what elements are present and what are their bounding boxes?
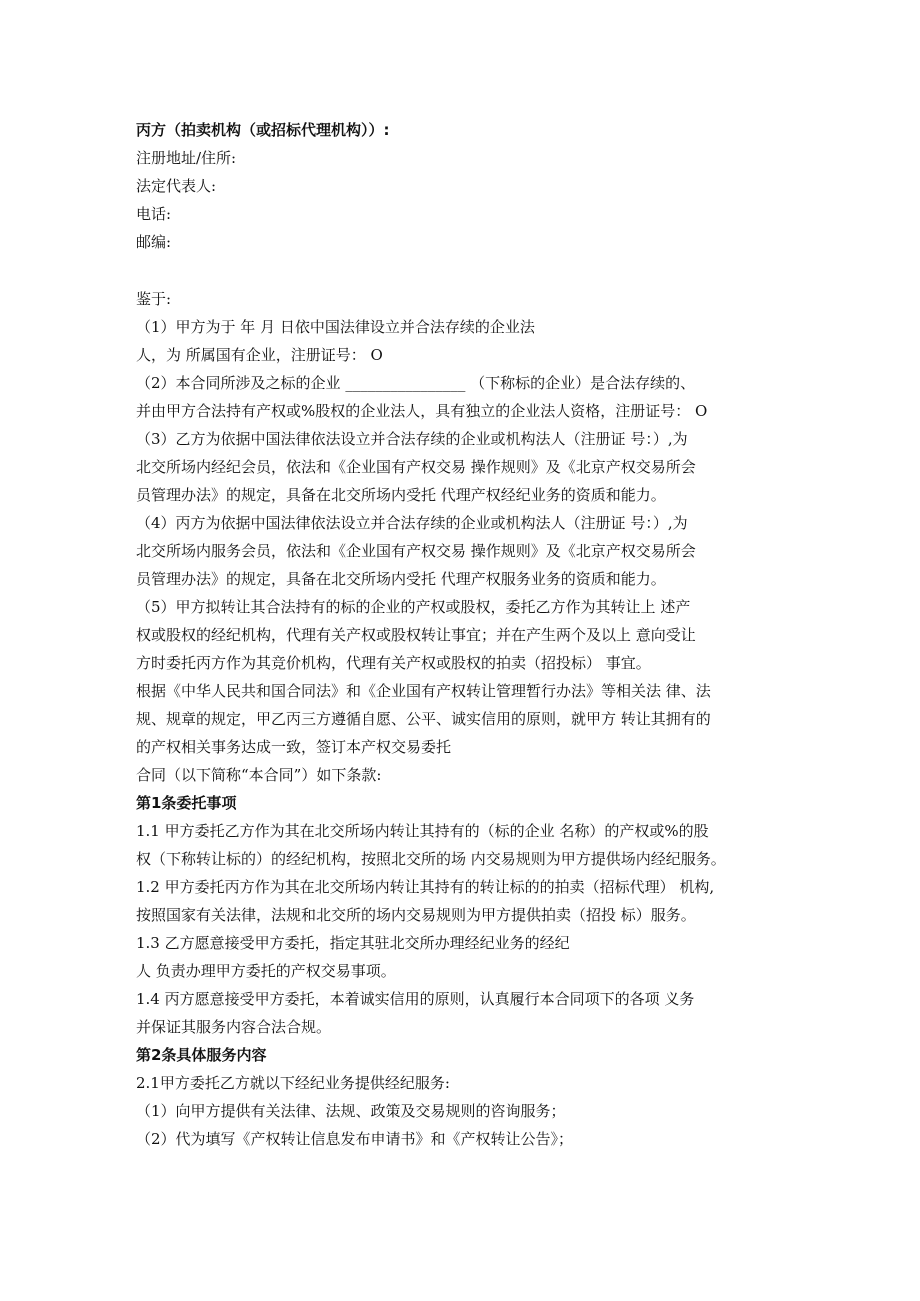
recitals-intro: 鉴于:: [136, 290, 172, 308]
recital-line: 并由甲方合法持有产权或%股权的企业法人，具有独立的企业法人资格，注册证号： O: [136, 402, 708, 420]
recital-line: 合同（以下简称“本合同”）如下条款:: [136, 766, 382, 784]
party-c-rep: 法定代表人:: [136, 177, 217, 195]
article2-title: 第2条具体服务内容: [136, 1046, 267, 1064]
recital-line: 北交所场内经纪会员，依法和《企业国有产权交易 操作规则》及《北京产权交易所会: [136, 458, 696, 476]
article1-title: 第1条委托事项: [136, 794, 237, 812]
party-c-address: 注册地址/住所:: [136, 149, 237, 167]
article1-line: 并保证其服务内容合法合规。: [136, 1018, 332, 1036]
recital-line: 权或股权的经纪机构，代理有关产权或股权转让事宜；并在产生两个及以上 意向受让: [136, 626, 696, 644]
article1-line: 1.1 甲方委托乙方作为其在北交所场内转让其持有的（标的企业 名称）的产权或%的股: [136, 822, 709, 840]
article2-line: （2）代为填写《产权转让信息发布申请书》和《产权转让公告》；: [136, 1130, 574, 1148]
article1-line: 人 负责办理甲方委托的产权交易事项。: [136, 962, 396, 980]
party-c-heading: 丙方（拍卖机构（或招标代理机构））:: [136, 121, 390, 139]
article1-line: 1.2 甲方委托丙方作为其在北交所场内转让其持有的转让标的的拍卖（招标代理） 机构,: [136, 878, 715, 896]
article1-line: 按照国家有关法律，法规和北交所的场内交易规则为甲方提供拍卖（招投 标）服务。: [136, 906, 696, 924]
recital-line: 根据《中华人民共和国合同法》和《企业国有产权转让管理暂行办法》等相关法 律、法: [136, 682, 711, 700]
recital-line: （1）甲方为于 年 月 日依中国法律设立并合法存续的企业法: [136, 318, 535, 336]
recital-line: 规、规章的规定，甲乙丙三方遵循自愿、公平、诚实信用的原则，就甲方 转让其拥有的: [136, 710, 711, 728]
recital-line: （5）甲方拟转让其合法持有的标的企业的产权或股权，委托乙方作为其转让上 述产: [136, 598, 691, 616]
recital-line: 的产权相关事务达成一致，签订本产权交易委托: [136, 738, 452, 756]
article1-line: 权（下称转让标的）的经纪机构，按照北交所的场 内交易规则为甲方提供场内经纪服务。: [136, 850, 726, 868]
article1-line: 1.3 乙方愿意接受甲方委托，指定其驻北交所办理经纪业务的经纪: [136, 934, 570, 952]
recital-line: 方时委托丙方作为其竞价机构，代理有关产权或股权的拍卖（招投标） 事宜。: [136, 654, 651, 672]
recital-line: 人，为 所属国有企业，注册证号： O: [136, 346, 383, 364]
article1-line: 1.4 丙方愿意接受甲方委托，本着诚实信用的原则，认真履行本合同项下的各项 义务: [136, 990, 695, 1008]
party-c-post: 邮编:: [136, 233, 172, 251]
recital-line: （3）乙方为依据中国法律依法设立并合法存续的企业或机构法人（注册证 号：）,为: [136, 430, 688, 448]
recital-line: 员管理办法》的规定，具备在北交所场内受托 代理产权经纪业务的资质和能力。: [136, 486, 666, 504]
party-c-phone: 电话:: [136, 205, 172, 223]
recital-line: （4）丙方为依据中国法律依法设立并合法存续的企业或机构法人（注册证 号：）,为: [136, 514, 688, 532]
recital-line: 员管理办法》的规定，具备在北交所场内受托 代理产权服务业务的资质和能力。: [136, 570, 666, 588]
article2-line: （1）向甲方提供有关法律、法规、政策及交易规则的咨询服务；: [136, 1102, 566, 1120]
article2-line: 2.1甲方委托乙方就以下经纪业务提供经纪服务:: [136, 1074, 450, 1092]
recital-line: （2）本合同所涉及之标的企业 ________________ （下称标的企业）是合法存续的、: [136, 374, 696, 392]
recital-line: 北交所场内服务会员，依法和《企业国有产权交易 操作规则》及《北京产权交易所会: [136, 542, 696, 560]
